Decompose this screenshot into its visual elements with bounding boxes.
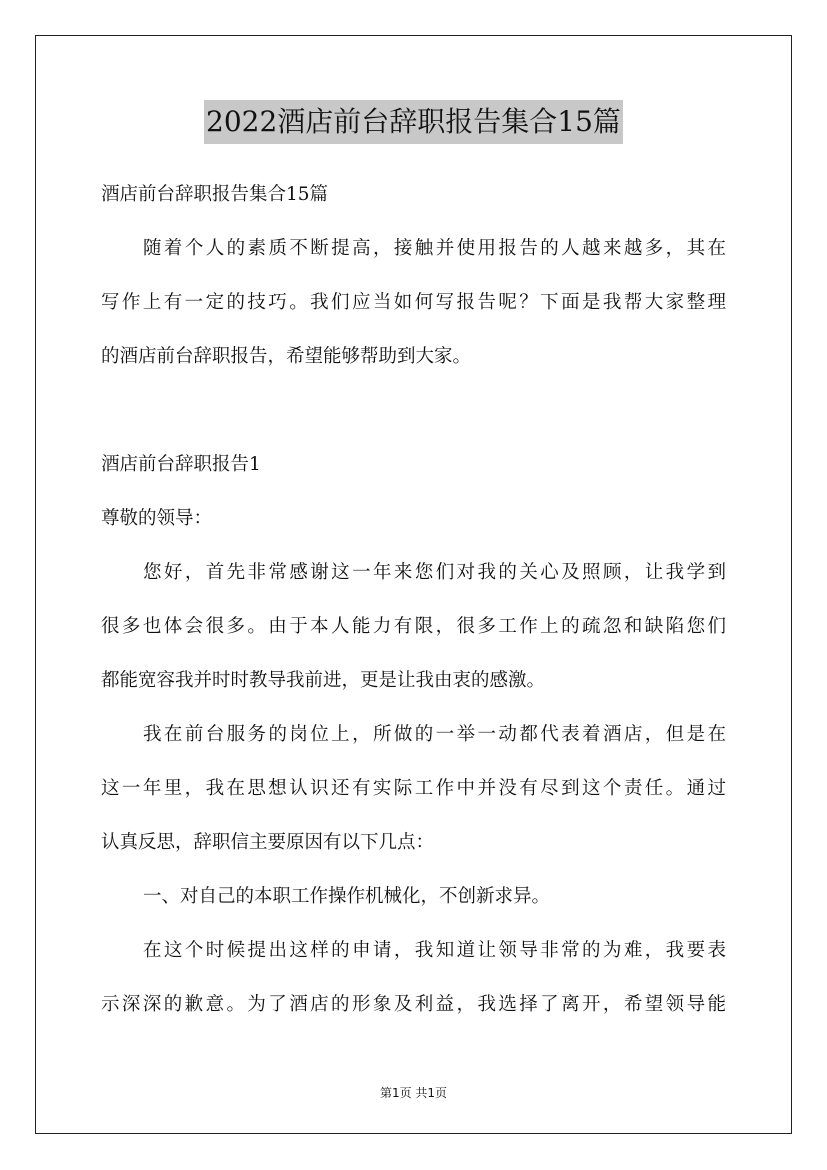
document-subtitle: 酒店前台辞职报告集合15篇 (101, 184, 329, 205)
point-1: 一、对自己的本职工作操作机械化，不创新求异。 (143, 886, 551, 907)
page-footer: 第1页 共1页 (379, 1086, 448, 1100)
title-wrap (0, 100, 827, 144)
document-body (101, 168, 726, 1032)
document-title: 2022酒店前台辞职报告集合15篇 (204, 100, 623, 144)
para3-line-2: 示深深的歉意。为了酒店的形象及利益，我选择了离开，希望领导能 (101, 994, 726, 1015)
para2-line-1: 我在前台服务的岗位上，所做的一举一动都代表着酒店，但是在 (143, 724, 726, 745)
para1-line-2: 很多也体会很多。由于本人能力有限，很多工作上的疏忽和缺陷您们 (101, 616, 726, 637)
para1-line-1: 您好，首先非常感谢这一年来您们对我的关心及照顾，让我学到 (143, 562, 726, 583)
section-heading: 酒店前台辞职报告1 (101, 454, 261, 475)
intro-line-3: 的酒店前台辞职报告，希望能够帮助到大家。 (101, 346, 472, 367)
spacer (101, 384, 726, 438)
para2-line-3: 认真反思，辞职信主要原因有以下几点： (101, 832, 435, 853)
para1-line-3: 都能宽容我并时时教导我前进，更是让我由衷的感激。 (101, 670, 546, 691)
intro-line-2: 写作上有一定的技巧。我们应当如何写报告呢？下面是我帮大家整理 (101, 292, 726, 313)
para3-line-1: 在这个时候提出这样的申请，我知道让领导非常的为难，我要表 (143, 940, 726, 961)
intro-line-1: 随着个人的素质不断提高，接触并使用报告的人越来越多，其在 (143, 238, 726, 259)
salutation: 尊敬的领导： (101, 508, 213, 529)
para2-line-2: 这一年里，我在思想认识还有实际工作中并没有尽到这个责任。通过 (101, 778, 726, 799)
